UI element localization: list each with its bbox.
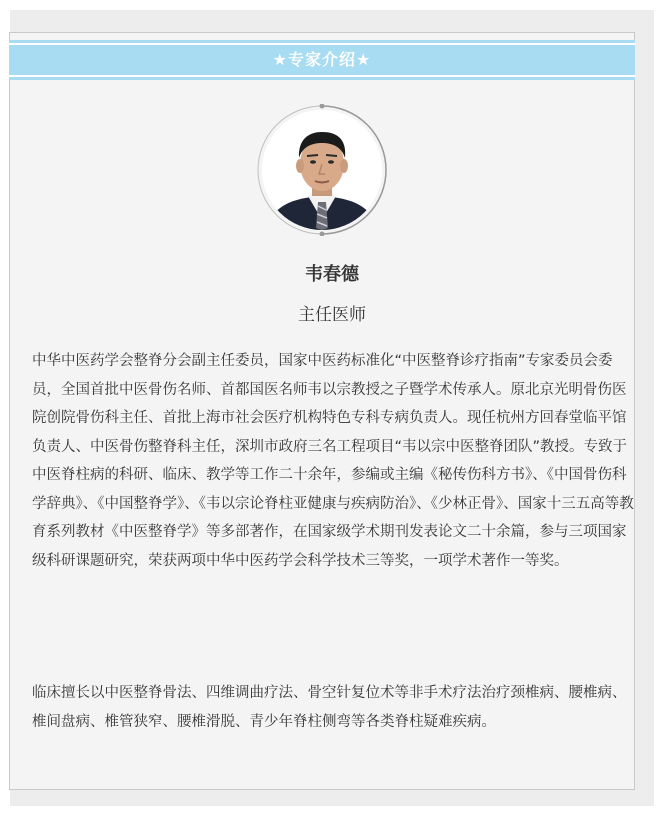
bio-paragraph-2: 临床擅长以中医整脊骨法、四维调曲疗法、骨空针复位术等非手术疗法治疗颈椎病、腰椎病、椎间盘病、椎管狭窄、腰椎滑脱、青少年脊柱侧弯等各类脊柱疑难疾病。 [32,685,627,730]
header-divider-bottom [9,75,635,77]
portrait-frame [256,104,388,236]
doctor-position: 主任医师 [298,305,366,325]
section-header [9,40,635,80]
section-title: ★专家介绍★ [272,50,372,69]
bio-paragraph-1: 中华中医药学会整脊分会副主任委员，国家中医药标准化“中医整脊诊疗指南”专家委员会委员，全国首批中医骨伤名师、首都国医名师韦以宗教授之子暨学术传承人。原北京光明骨伤医院创院骨伤科主任、首批上海市社会医疗机构特色专科专病负责人。现任杭州方回春堂临平馆负责人、中医骨伤整脊科主任，深圳市政府三名工程项目“韦以宗中医整脊团队”教授。专致于中医脊柱病的科研、临床、教学等工作二十余年，参编或主编《秘传伤科方书》、《中国骨伤科学辞典》、《中国整脊学》、《韦以宗论脊柱亚健康与疾病防治》、《少林正骨》、国家十三五高等教育系列教材《中医整脊学》等多部著作，在国家级学术期刊发表论文二十余篇，参与三项国家级科研课题研究，荣获两项中华中医药学会科学技术三等奖，一项学术著作一等奖。 [32,353,634,569]
doctor-portrait-image [262,110,382,230]
doctor-portrait [262,110,382,230]
doctor-name: 韦春德 [305,264,359,285]
